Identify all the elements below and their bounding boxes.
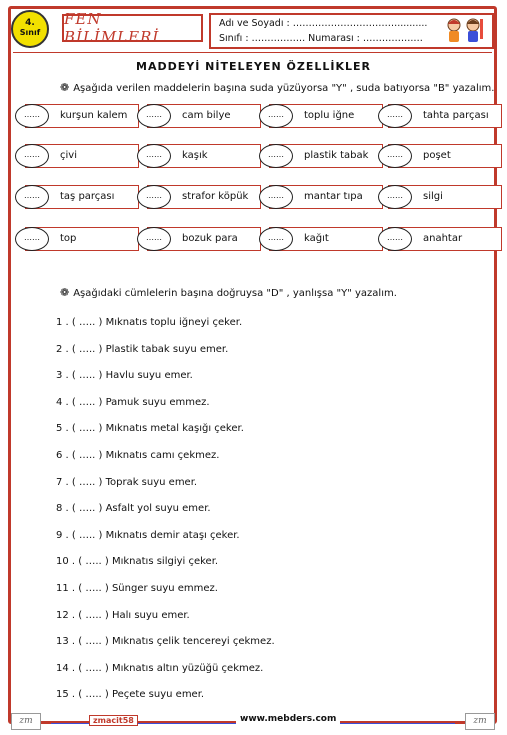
answer-oval[interactable]: …… — [137, 227, 171, 251]
grade-number: 4. — [25, 18, 35, 28]
footer-logo-right: zm — [465, 713, 495, 730]
statement-item[interactable]: 8 . ( ….. ) Asfalt yol suyu emer. — [56, 503, 211, 515]
item-label: strafor köpük — [182, 191, 249, 202]
answer-oval[interactable]: …… — [137, 104, 171, 128]
header-divider — [13, 52, 492, 53]
item-label: poşet — [423, 150, 451, 161]
kids-illustration-icon — [440, 16, 488, 46]
statement-item[interactable]: 11 . ( ….. ) Sünger suyu emmez. — [56, 583, 218, 594]
item-label: anahtar — [423, 233, 463, 244]
item-label: mantar tıpa — [304, 191, 363, 202]
item-label: plastik tabak — [304, 150, 369, 161]
item-label: bozuk para — [182, 233, 238, 244]
footer-website-link[interactable]: www.mebders.com — [236, 714, 340, 724]
statement-item[interactable]: 10 . ( ….. ) Mıknatıs silgiyi çeker. — [56, 556, 219, 568]
answer-oval[interactable]: …… — [15, 185, 49, 209]
flower-bullet-icon: ❁ — [60, 81, 70, 94]
statement-item[interactable]: 2 . ( ….. ) Plastik tabak suyu emer. — [56, 343, 229, 355]
section1-instruction — [60, 81, 494, 94]
statement-item[interactable]: 5 . ( ….. ) Mıknatıs metal kaşığı çeker. — [56, 423, 244, 435]
item-label: cam bilye — [182, 110, 231, 121]
footer — [11, 713, 495, 730]
answer-oval[interactable]: …… — [378, 185, 412, 209]
answer-oval[interactable]: …… — [259, 104, 293, 128]
answer-oval[interactable]: …… — [137, 185, 171, 209]
section2-instruction-text: Aşağıdaki cümlelerin başına doğruysa "D" , yanlışsa "Y" yazalım. — [73, 288, 397, 299]
statement-item[interactable]: 7 . ( ….. ) Toprak suyu emer. — [56, 476, 198, 488]
statement-item[interactable]: 9 . ( ….. ) Mıknatıs demir ataşı çeker. — [56, 529, 240, 541]
item-label: silgi — [423, 191, 443, 202]
statement-item[interactable]: 15 . ( ….. ) Peçete suyu emer. — [56, 689, 205, 701]
answer-oval[interactable]: …… — [15, 144, 49, 168]
answer-oval[interactable]: …… — [259, 227, 293, 251]
student-info-box — [209, 13, 494, 49]
answer-oval[interactable]: …… — [259, 144, 293, 168]
name-field[interactable]: Adı ve Soyadı : …………………………….......... — [219, 18, 428, 29]
item-label: kurşun kalem — [60, 110, 128, 121]
class-number-field[interactable]: Sınıfı : …………….. Numarası : …………….… — [219, 33, 423, 44]
item-label: top — [60, 233, 77, 244]
item-label: kağıt — [304, 233, 329, 244]
item-label: toplu iğne — [304, 110, 355, 121]
statement-item[interactable]: 13 . ( ….. ) Mıknatıs çelik tencereyi çekmez. — [56, 636, 275, 648]
statement-item[interactable]: 6 . ( ….. ) Mıknatıs camı çekmez. — [56, 450, 220, 461]
answer-oval[interactable]: …… — [15, 104, 49, 128]
answer-oval[interactable]: …… — [259, 185, 293, 209]
section1-instruction-text: Aşağıda verilen maddelerin başına suda yüzüyorsa "Y" , suda batıyorsa "B" yazalım. — [73, 83, 495, 94]
answer-oval[interactable]: …… — [137, 144, 171, 168]
answer-oval[interactable]: …… — [378, 227, 412, 251]
item-label: tahta parçası — [423, 110, 489, 121]
statement-item[interactable]: 1 . ( ….. ) Mıknatıs toplu iğneyi çeker. — [56, 317, 243, 328]
statement-item[interactable]: 12 . ( ….. ) Halı suyu emer. — [56, 609, 190, 621]
subject-title: FEN BİLİMLERİ — [62, 14, 203, 42]
item-label: taş parçası — [60, 191, 115, 202]
answer-oval[interactable]: …… — [378, 104, 412, 128]
item-label: çivi — [60, 150, 77, 161]
statement-item[interactable]: 14 . ( ….. ) Mıknatıs altın yüzüğü çekmez. — [56, 662, 264, 674]
grade-badge — [11, 10, 49, 48]
worksheet-title: MADDEYİ NİTELEYEN ÖZELLİKLER — [136, 60, 371, 73]
statement-item[interactable]: 4 . ( ….. ) Pamuk suyu emmez. — [56, 396, 210, 408]
answer-oval[interactable]: …… — [15, 227, 49, 251]
statement-item[interactable]: 3 . ( ….. ) Havlu suyu emer. — [56, 370, 193, 382]
grade-word: Sınıf — [19, 28, 41, 37]
answer-oval[interactable]: …… — [378, 144, 412, 168]
footer-logo-left: zm — [11, 713, 41, 730]
flower-bullet-icon: ❁ — [60, 286, 70, 299]
section2-instruction — [60, 286, 397, 299]
item-label: kaşık — [182, 150, 208, 161]
author-tag: zmacit58 — [89, 715, 138, 726]
